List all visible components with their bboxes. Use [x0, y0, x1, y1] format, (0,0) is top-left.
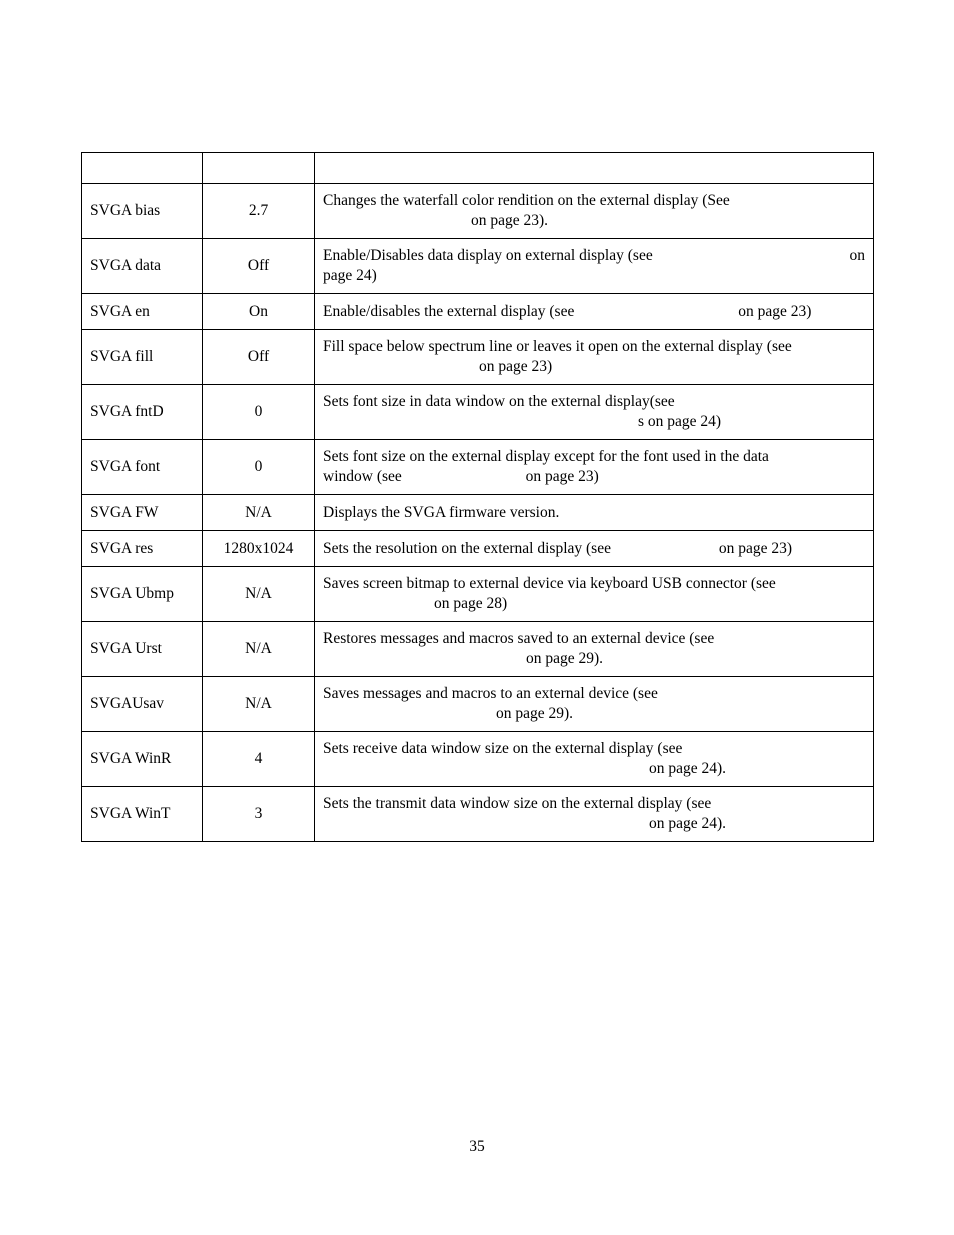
description-text: Sets the resolution on the external display (see [323, 539, 611, 557]
description-line: Sets receive data window size on the external display (see [323, 740, 683, 757]
table-row [82, 184, 874, 239]
setting-description [315, 622, 874, 677]
description-text: on [849, 247, 865, 264]
setting-default: 1280x1024 [203, 531, 315, 567]
setting-default: On [203, 294, 315, 330]
description-line [323, 467, 865, 487]
description-line: Sets the transmit data window size on the external display (see [323, 795, 712, 812]
description-text: Enable/Disables data display on external display (see [323, 247, 653, 264]
description-line: s on page 24) [638, 413, 722, 430]
setting-description: Displays the SVGA firmware version. [315, 495, 874, 531]
description-text: Enable/disables the external display (see [323, 302, 575, 320]
setting-name: SVGAUsav [82, 677, 203, 732]
description-line [323, 539, 865, 559]
table-row [82, 294, 874, 330]
setting-name: SVGA bias [82, 184, 203, 239]
setting-description [315, 732, 874, 787]
table-row [82, 239, 874, 294]
description-line: Saves screen bitmap to external device via keyboard USB connector (see [323, 575, 776, 592]
table-row [82, 385, 874, 440]
description-text: on page 23) [718, 539, 793, 557]
setting-description [315, 385, 874, 440]
setting-default: N/A [203, 495, 315, 531]
table-row [82, 787, 874, 842]
table-row [82, 531, 874, 567]
setting-default: N/A [203, 677, 315, 732]
setting-description [315, 294, 874, 330]
setting-default: N/A [203, 567, 315, 622]
table-row [82, 622, 874, 677]
description-text: on page 23) [738, 302, 812, 320]
setting-name: SVGA Ubmp [82, 567, 203, 622]
description-line [323, 246, 865, 266]
setting-description [315, 787, 874, 842]
setting-description [315, 184, 874, 239]
setting-default: Off [203, 239, 315, 294]
description-text: window (see [323, 468, 402, 485]
setting-name: SVGA res [82, 531, 203, 567]
description-line: on page 29). [496, 705, 574, 722]
table-row [82, 495, 874, 531]
table-row [82, 330, 874, 385]
description-line: Fill space below spectrum line or leaves it open on the external display (see [323, 338, 792, 355]
setting-default: 3 [203, 787, 315, 842]
setting-default: 0 [203, 385, 315, 440]
table-row [82, 567, 874, 622]
setting-name: SVGA data [82, 239, 203, 294]
setting-name: SVGA fill [82, 330, 203, 385]
table-row [82, 440, 874, 495]
setting-description [315, 677, 874, 732]
setting-description [315, 567, 874, 622]
page-number: 35 [469, 1138, 485, 1155]
setting-description [315, 330, 874, 385]
header-cell-default [203, 153, 315, 184]
table-header-row [82, 153, 874, 184]
setting-name: SVGA WinT [82, 787, 203, 842]
description-text: on page 23) [525, 468, 599, 485]
settings-table [81, 152, 874, 842]
setting-default: Off [203, 330, 315, 385]
description-line: Restores messages and macros saved to an external device (see [323, 630, 715, 647]
description-line: on page 29). [526, 650, 604, 667]
description-line: on page 24). [649, 815, 727, 832]
description-line: page 24) [323, 267, 377, 284]
setting-description [315, 440, 874, 495]
description-line [323, 302, 865, 322]
setting-name: SVGA fntD [82, 385, 203, 440]
description-line: Sets font size in data window on the external display(see [323, 393, 675, 410]
setting-default: N/A [203, 622, 315, 677]
setting-default: 4 [203, 732, 315, 787]
description-line: Saves messages and macros to an external device (see [323, 685, 658, 702]
description-line: on page 28) [434, 595, 508, 612]
table-row [82, 677, 874, 732]
setting-name: SVGA font [82, 440, 203, 495]
setting-name: SVGA en [82, 294, 203, 330]
setting-description [315, 531, 874, 567]
setting-name: SVGA FW [82, 495, 203, 531]
header-cell-description [315, 153, 874, 184]
description-line: on page 23). [471, 212, 549, 229]
description-line: on page 23) [479, 358, 553, 375]
description-line: Changes the waterfall color rendition on the external display (See [323, 192, 730, 209]
setting-name: SVGA WinR [82, 732, 203, 787]
setting-default: 0 [203, 440, 315, 495]
description-line: Sets font size on the external display except for the font used in the data [323, 448, 769, 465]
header-cell-name [82, 153, 203, 184]
setting-default: 2.7 [203, 184, 315, 239]
setting-name: SVGA Urst [82, 622, 203, 677]
description-line: on page 24). [649, 760, 727, 777]
table-row [82, 732, 874, 787]
setting-description [315, 239, 874, 294]
